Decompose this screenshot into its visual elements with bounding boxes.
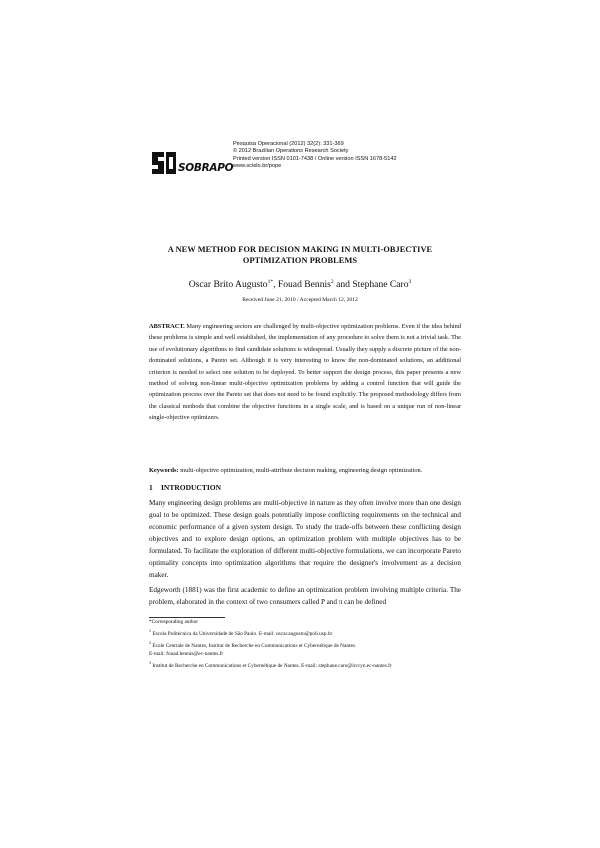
author-affiliation-mark: 3 bbox=[408, 279, 412, 285]
footnote-mark: 3 bbox=[149, 660, 151, 666]
author-name: Oscar Brito Augusto bbox=[188, 279, 268, 291]
footnote bbox=[149, 650, 469, 659]
journal-issn: Printed version ISSN 0101-7438 / Online version ISSN 1678-5142 bbox=[233, 155, 397, 162]
author-name: Fouad Bennis bbox=[277, 279, 331, 291]
keywords-text: multi-objective optimization, multi-attribute decision making, engineering design optimization. bbox=[180, 467, 423, 474]
footnote bbox=[149, 639, 469, 651]
keywords bbox=[149, 465, 461, 476]
journal-info bbox=[233, 141, 397, 171]
journal-url[interactable]: www.scielo.br/pope bbox=[233, 163, 282, 170]
footnote-mark: 1 bbox=[149, 627, 151, 633]
section-heading bbox=[149, 483, 221, 492]
abstract-label: ABSTRACT. bbox=[149, 323, 185, 330]
logo-wordmark: SOBRAPO bbox=[178, 162, 234, 174]
footnote-text: École Centrale de Nantes, Institut de Recherche en Communications et Cybernétique de Nantes. bbox=[152, 642, 357, 649]
paper-title bbox=[140, 244, 460, 267]
intro-paragraph: Many engineering design problems are multi-objective in nature as they often involve more than one design goal to be optimized. These design goals potentially impose conflicting requirements on the technical and economic performance of a given system design. To study the trade-offs between these conflicting design objectives and to explore design options, an optimization problem with multiple objectives has to be formulated. To facilitate the exploration of different multi-objective formulations, we can incorporate Pareto optimality concepts into optimization algorithms that require the designer's involvement as a decision maker. bbox=[149, 499, 461, 579]
footnote-text: Institut de Recherche en Communications et Cybernétique de Nantes. E-mail: stephane.caro@irccyn.ec-nantes.fr bbox=[152, 662, 392, 669]
section-title: INTRODUCTION bbox=[161, 483, 222, 492]
journal-citation: Pesquisa Operacional (2012) 32(2): 331-369 bbox=[233, 141, 344, 147]
author-name: Stephane Caro bbox=[352, 279, 409, 291]
sobrapo-logo bbox=[150, 148, 234, 180]
footnotes bbox=[149, 618, 469, 671]
author-separator: , bbox=[273, 279, 278, 291]
journal-copyright: © 2012 Brazilian Operations Research Society bbox=[233, 148, 349, 155]
section-number: 1 bbox=[149, 483, 153, 492]
footnote-text: Escola Politécnica da Universidade de São Paulo. E-mail: oscar.augusto@poli.usp.br bbox=[152, 630, 333, 637]
paper-title-line-1: A NEW METHOD FOR DECISION MAKING IN MULTI-OBJECTIVE bbox=[167, 245, 433, 254]
author-separator: and bbox=[333, 279, 353, 291]
received-dates: Received June 21, 2010 / Accepted March 12, 2012 bbox=[242, 297, 358, 303]
paper-title-line-2: OPTIMIZATION PROBLEMS bbox=[242, 256, 358, 266]
footnote-mark: 2 bbox=[149, 639, 151, 645]
author-affiliation-mark: 1* bbox=[267, 279, 274, 285]
intro-paragraph: Edgeworth (1881) was the first academic to define an optimization problem involving multiple criteria. The problem, elaborated in the context of two consumers called P and π can be defined bbox=[149, 586, 461, 606]
introduction-body bbox=[149, 497, 461, 611]
footnote bbox=[149, 627, 469, 639]
footnote bbox=[149, 659, 469, 671]
keywords-label: Keywords: bbox=[149, 467, 179, 474]
footnote-text: *Corresponding author bbox=[149, 619, 198, 625]
author-affiliation-mark: 2 bbox=[330, 279, 334, 285]
abstract bbox=[149, 321, 461, 424]
footnote-text: E-mail: fouad.bennis@ec-nantes.fr bbox=[149, 651, 224, 658]
footnote bbox=[149, 618, 469, 627]
author-list bbox=[140, 279, 460, 290]
abstract-text: Many engineering sectors are challenged by multi-objective optimization problems. Even if the idea behind these problems is simple and well established, the implementation of any procedure to solve them is not a trivial task. The use of evolutionary algorithms to find candidate solutions is widespread. Usually they supply a discrete picture of the non-dominated solutions, a Pareto set. Although it is very interesting to know the non-dominated solutions, an additional criterion is needed to select one solution to be deployed. To better support the design process, this paper presents a new method of solving non-linear multi-objective optimization problems by adding a control function that will guide the optimization process over the Pareto set that does not need to be found explicitly. The proposed methodology differs from the classical methods that combine the objective functions in a single scale, and is based on a unique run of non-linear single-objective optimizers. bbox=[149, 323, 461, 422]
